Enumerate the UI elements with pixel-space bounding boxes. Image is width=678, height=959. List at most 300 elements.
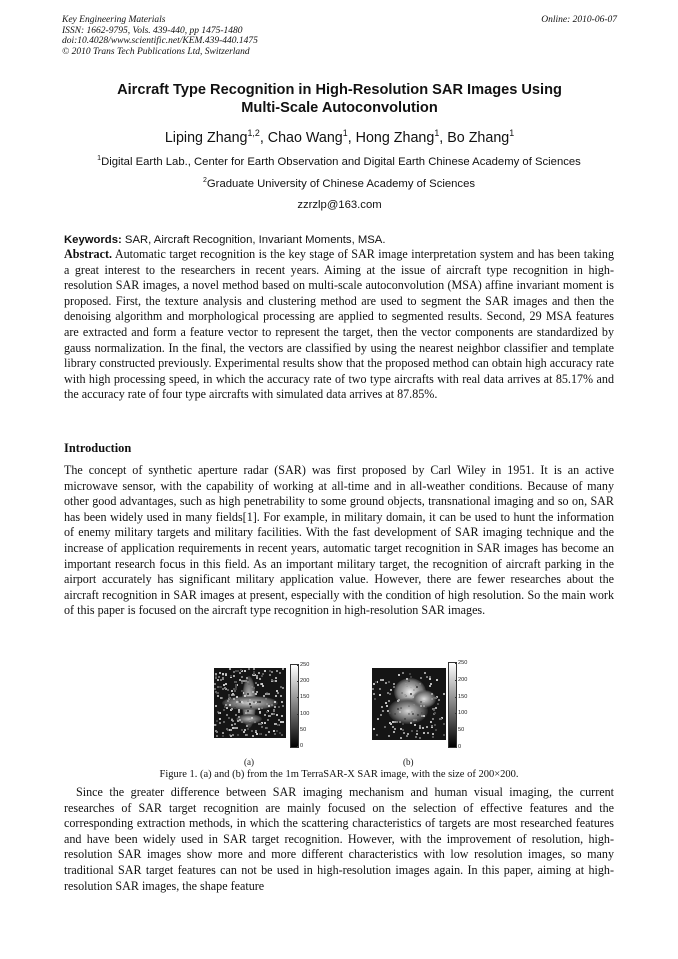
sar-speckle	[230, 729, 232, 731]
sar-speckle	[420, 677, 422, 679]
sar-speckle	[399, 721, 401, 723]
sar-speckle	[276, 714, 278, 716]
sar-speckle	[431, 725, 433, 727]
sar-speckle	[253, 673, 255, 675]
sar-speckle	[280, 695, 282, 697]
author-name: Chao Wang	[267, 130, 343, 146]
sar-speckle	[277, 724, 279, 726]
sar-speckle	[265, 734, 267, 736]
sar-speckle	[411, 730, 413, 732]
colorbar-tick: 250	[300, 662, 310, 668]
sar-speckle	[387, 710, 389, 712]
sar-speckle	[277, 692, 279, 694]
sar-speckle	[257, 684, 259, 686]
sar-speckle	[422, 727, 424, 729]
sar-speckle	[404, 694, 406, 696]
sar-speckle	[219, 718, 221, 720]
sar-speckle	[409, 673, 411, 675]
sar-speckle	[264, 714, 266, 716]
sar-speckle	[379, 694, 381, 696]
sar-speckle	[393, 731, 395, 733]
sar-speckle	[424, 672, 426, 674]
sar-speckle	[223, 709, 225, 711]
sar-speckle	[244, 692, 246, 694]
sar-speckle	[219, 672, 221, 674]
author-affiliation-mark: 1	[342, 128, 348, 139]
sar-speckle	[431, 698, 433, 700]
sar-speckle	[402, 729, 404, 731]
sar-speckle	[217, 692, 219, 694]
sar-speckle	[415, 719, 417, 721]
sar-speckle	[273, 710, 275, 712]
sar-speckle	[415, 736, 417, 738]
sar-speckle	[274, 706, 276, 708]
sar-speckle	[412, 696, 414, 698]
sar-speckle	[240, 669, 242, 671]
affiliation-text: Digital Earth Lab., Center for Earth Observation and Digital Earth Chinese Academy of Sciences	[101, 156, 581, 168]
sar-speckle	[385, 702, 387, 704]
sar-speckle	[223, 721, 225, 723]
sar-speckle	[394, 728, 396, 730]
sar-speckle	[249, 703, 251, 705]
sar-speckle	[408, 705, 410, 707]
sar-speckle	[238, 709, 240, 711]
sar-speckle	[231, 719, 233, 721]
sar-speckle	[413, 704, 415, 706]
sar-speckle	[258, 672, 260, 674]
affiliation-2	[40, 177, 638, 191]
sar-speckle	[275, 677, 277, 679]
sar-speckle	[426, 676, 428, 678]
sar-speckle	[247, 679, 249, 681]
sar-speckle	[423, 705, 425, 707]
sar-speckle	[398, 674, 400, 676]
sar-speckle	[247, 728, 249, 730]
sar-speckle	[222, 732, 224, 734]
sar-speckle	[430, 683, 432, 685]
sar-speckle	[432, 733, 434, 735]
sar-speckle	[255, 693, 257, 695]
sar-speckle	[226, 728, 228, 730]
sar-speckle	[227, 700, 229, 702]
sar-speckle	[279, 672, 281, 674]
sar-speckle	[379, 688, 381, 690]
sar-speckle	[408, 680, 410, 682]
sar-speckle	[410, 686, 412, 688]
sar-speckle	[256, 677, 258, 679]
sar-speckle	[439, 718, 441, 720]
sar-speckle	[220, 697, 222, 699]
sar-speckle	[390, 689, 392, 691]
sar-speckle	[220, 686, 222, 688]
sar-speckle	[278, 706, 280, 708]
sar-speckle	[443, 723, 445, 725]
sar-speckle	[231, 724, 233, 726]
sar-speckle	[410, 722, 412, 724]
sar-speckle	[384, 726, 386, 728]
sar-speckle	[402, 672, 404, 674]
keywords-text: SAR, Aircraft Recognition, Invariant Moments, MSA.	[121, 234, 386, 246]
sar-speckle	[226, 707, 228, 709]
colorbar-ticks-b	[458, 660, 482, 750]
sar-speckle	[239, 679, 241, 681]
sar-image-b	[372, 668, 446, 740]
sar-speckle	[241, 721, 243, 723]
sar-speckle	[281, 734, 283, 736]
sar-speckle	[232, 734, 234, 736]
sar-speckle	[381, 706, 383, 708]
sar-speckle	[268, 705, 270, 707]
sar-speckle	[246, 725, 248, 727]
sar-speckle	[393, 686, 395, 688]
sar-speckle	[443, 734, 445, 736]
sar-speckle	[414, 710, 416, 712]
sar-speckle	[388, 681, 390, 683]
sar-speckle	[215, 705, 217, 707]
sar-speckle	[239, 701, 241, 703]
sar-speckle	[237, 734, 239, 736]
sar-speckle	[282, 705, 284, 707]
sar-speckle	[429, 685, 431, 687]
sar-speckle	[373, 693, 375, 695]
sar-speckle	[248, 683, 250, 685]
online-date: Online: 2010-06-07	[541, 15, 617, 25]
sar-speckle	[397, 708, 399, 710]
journal-header	[62, 15, 617, 57]
sar-speckle	[217, 695, 219, 697]
sar-speckle	[239, 719, 241, 721]
sar-speckle	[256, 733, 258, 735]
sar-speckle	[282, 668, 284, 670]
colorbar-ticks-a	[300, 662, 324, 750]
sar-speckle	[263, 695, 265, 697]
sar-speckle	[271, 679, 273, 681]
sar-speckle	[251, 686, 253, 688]
sar-speckle	[261, 675, 263, 677]
sar-speckle	[262, 685, 264, 687]
sar-speckle	[389, 712, 391, 714]
sar-speckle	[408, 713, 410, 715]
sar-speckle	[267, 719, 269, 721]
title-line-1: Aircraft Type Recognition in High-Resolution SAR Images Using	[117, 82, 562, 98]
sar-speckle	[259, 701, 261, 703]
colorbar-tick: 50	[458, 727, 465, 733]
sar-speckle	[244, 670, 246, 672]
sar-speckle	[420, 705, 422, 707]
sar-speckle	[432, 718, 434, 720]
sar-speckle	[235, 704, 237, 706]
sar-speckle	[230, 675, 232, 677]
sar-speckle	[423, 732, 425, 734]
sar-speckle	[404, 718, 406, 720]
sar-speckle	[271, 713, 273, 715]
sar-speckle	[216, 720, 218, 722]
sar-speckle	[274, 723, 276, 725]
sar-speckle	[268, 693, 270, 695]
figure-sublabel-a: (a)	[244, 757, 254, 767]
abstract-text: Automatic target recognition is the key stage of SAR image interpretation system and has been taking a great interest to the researchers in recent years. Aiming at the issue of aircraft type recognition in high-resolution SAR images, a novel method based on multi-scale autoconvolution (MSA) affine invariant moment is proposed. First, the texture analysis and clustering method are used to segment the SAR images and then the denoising algorithm and morphological processing are applied to segmented results. Second, 29 MSA features are extracted and form a feature vector to represent the target, then the vector components are standardized by gauss normalization. In the final, the vectors are classified by using the nearest neighbor classifier and template library constructed previously. Experimental results show that the proposed method can obtain high accuracy rate with high processing speed, in which the accuracy rate of two type aircrafts with real data arrives at 85.17% and the accuracy rate of four type aircrafts with simulated data arrives at 87.85%.	[64, 247, 614, 402]
author-affiliation-mark: 1,2	[247, 128, 260, 139]
colorbar-tick: 100	[300, 711, 310, 717]
sar-speckle	[235, 686, 237, 688]
sar-speckle	[281, 701, 283, 703]
sar-speckle	[261, 707, 263, 709]
copyright-line: © 2010 Trans Tech Publications Ltd, Switzerland	[62, 46, 250, 57]
colorbar-tick: 50	[300, 727, 307, 733]
sar-speckle	[416, 730, 418, 732]
sar-speckle	[423, 700, 425, 702]
sar-speckle	[275, 695, 277, 697]
sar-speckle	[238, 711, 240, 713]
sar-speckle	[260, 723, 262, 725]
sar-speckle	[416, 733, 418, 735]
author-affiliation-mark: 1	[509, 128, 515, 139]
sar-speckle	[396, 721, 398, 723]
sar-speckle	[377, 718, 379, 720]
sar-speckle	[372, 688, 374, 690]
sar-speckle	[413, 719, 415, 721]
colorbar-tick: 100	[458, 710, 468, 716]
sar-speckle	[400, 728, 402, 730]
sar-speckle	[264, 722, 266, 724]
sar-speckle	[214, 724, 216, 726]
sar-speckle	[236, 701, 238, 703]
sar-speckle	[219, 722, 221, 724]
sar-speckle	[393, 683, 395, 685]
sar-speckle	[233, 671, 235, 673]
colorbar-tick: 200	[300, 678, 310, 684]
sar-speckle	[410, 676, 412, 678]
sar-speckle	[387, 692, 389, 694]
sar-speckle	[234, 690, 236, 692]
sar-speckle	[259, 711, 261, 713]
sar-speckle	[410, 693, 412, 695]
sar-speckle	[414, 724, 416, 726]
sar-speckle	[406, 735, 408, 737]
sar-speckle	[222, 673, 224, 675]
sar-speckle	[268, 715, 270, 717]
sar-speckle	[246, 677, 248, 679]
affiliation-mark: 1	[97, 155, 102, 163]
sar-speckle	[402, 723, 404, 725]
sar-speckle	[215, 691, 217, 693]
figure-sublabel-b: (b)	[403, 757, 414, 767]
sar-speckle	[227, 689, 229, 691]
sar-speckle	[419, 737, 421, 739]
sar-speckle	[241, 690, 243, 692]
sar-speckle	[250, 706, 252, 708]
sar-speckle	[400, 737, 402, 739]
sar-speckle	[274, 733, 276, 735]
keywords	[64, 233, 617, 247]
sar-speckle	[406, 685, 408, 687]
intro-paragraph-2: Since the greater difference between SAR imaging mechanism and human visual imaging, the current researches of SAR target recognition are mainly focused on the selection of effective features and the corresponding extraction methods, in which the scattering characteristics of targets are most researched features and have been widely used in SAR target recognition. However, with the improvement of resolution, high-resolution SAR images show more and more different characteristics with low resolution images, so many traditional SAR target features can not be used in high-resolution images again. In this paper, aiming at high-resolution SAR images, the shape feature	[64, 785, 614, 893]
sar-speckle	[251, 717, 253, 719]
colorbar-tick: 150	[300, 694, 310, 700]
sar-speckle	[419, 683, 421, 685]
sar-speckle	[235, 714, 237, 716]
sar-speckle	[218, 712, 220, 714]
sar-speckle	[389, 722, 391, 724]
sar-speckle	[259, 678, 261, 680]
sar-speckle	[249, 720, 251, 722]
sar-speckle	[400, 707, 402, 709]
journal-name: Key Engineering Materials	[62, 15, 166, 25]
sar-speckle	[419, 727, 421, 729]
sar-speckle	[394, 713, 396, 715]
sar-speckle	[244, 695, 246, 697]
abstract	[64, 247, 614, 403]
sar-speckle	[268, 731, 270, 733]
author-name: Hong Zhang	[355, 130, 435, 146]
sar-speckle	[432, 736, 434, 738]
sar-speckle	[218, 676, 220, 678]
sar-speckle	[224, 706, 226, 708]
sar-speckle	[233, 698, 235, 700]
sar-speckle	[436, 679, 438, 681]
sar-speckle	[229, 697, 231, 699]
sar-speckle	[236, 696, 238, 698]
sar-speckle	[374, 698, 376, 700]
sar-speckle	[229, 704, 231, 706]
author-name: Liping Zhang	[164, 130, 248, 146]
sar-speckle	[245, 734, 247, 736]
sar-speckle	[247, 710, 249, 712]
sar-speckle	[259, 733, 261, 735]
sar-speckle	[429, 678, 431, 680]
sar-speckle	[247, 693, 249, 695]
colorbar-tick: 0	[458, 744, 462, 750]
sar-speckle	[215, 730, 217, 732]
sar-speckle	[269, 674, 271, 676]
affiliation-1	[40, 155, 638, 169]
sar-speckle	[432, 708, 434, 710]
sar-speckle	[235, 684, 237, 686]
sar-speckle	[257, 701, 259, 703]
sar-speckle	[434, 724, 436, 726]
sar-speckle	[228, 717, 230, 719]
sar-speckle	[231, 708, 233, 710]
sar-speckle	[389, 693, 391, 695]
affiliation-text: Graduate University of Chinese Academy of Sciences	[206, 178, 476, 190]
sar-speckle	[256, 703, 258, 705]
sar-speckle	[382, 710, 384, 712]
sar-speckle	[248, 668, 250, 670]
colorbar-tick: 0	[300, 743, 304, 749]
colorbar-tick: 150	[458, 694, 468, 700]
sar-speckle	[253, 687, 255, 689]
sar-speckle	[214, 688, 216, 690]
section-heading-introduction: Introduction	[64, 441, 132, 455]
sar-speckle	[243, 731, 245, 733]
sar-speckle	[244, 729, 246, 731]
sar-speckle	[215, 675, 217, 677]
sar-speckle	[265, 698, 267, 700]
sar-speckle	[241, 701, 243, 703]
sar-speckle	[417, 714, 419, 716]
sar-speckle	[385, 682, 387, 684]
sar-speckle	[399, 711, 401, 713]
sar-speckle	[386, 705, 388, 707]
sar-speckle	[225, 683, 227, 685]
sar-speckle	[253, 701, 255, 703]
sar-speckle	[239, 672, 241, 674]
author-affiliation-mark: 1	[434, 128, 440, 139]
colorbar-tick: 250	[458, 660, 468, 666]
sar-speckle	[394, 721, 396, 723]
sar-speckle	[380, 714, 382, 716]
sar-speckle	[222, 735, 224, 737]
sar-speckle	[373, 728, 375, 730]
author-email: zzrzlp@163.com	[297, 199, 382, 211]
sar-speckle	[282, 721, 284, 723]
sar-speckle	[401, 692, 403, 694]
sar-speckle	[423, 715, 425, 717]
sar-speckle	[275, 680, 277, 682]
sar-speckle	[431, 693, 433, 695]
keywords-label: Keywords:	[64, 234, 122, 246]
paper-title	[62, 81, 617, 117]
sar-speckle	[421, 712, 423, 714]
sar-speckle	[232, 693, 234, 695]
sar-speckle	[245, 712, 247, 714]
sar-speckle	[435, 707, 437, 709]
sar-speckle	[273, 730, 275, 732]
sar-speckle	[258, 708, 260, 710]
author-name: Bo Zhang	[447, 130, 510, 146]
sar-speckle	[234, 707, 236, 709]
sar-speckle	[214, 683, 216, 685]
sar-speckle	[231, 690, 233, 692]
sar-speckle	[435, 729, 437, 731]
sar-speckle	[433, 697, 435, 699]
sar-speckle	[249, 699, 251, 701]
sar-speckle	[266, 711, 268, 713]
doi-line: doi:10.4028/www.scientific.net/KEM.439-440.1475	[62, 36, 258, 47]
sar-speckle	[235, 681, 237, 683]
sar-speckle	[217, 679, 219, 681]
sar-speckle	[217, 686, 219, 688]
sar-speckle	[273, 680, 275, 682]
colorbar-tick: 200	[458, 677, 468, 683]
sar-speckle	[281, 715, 283, 717]
figure-caption: Figure 1. (a) and (b) from the 1m TerraSAR-X SAR image, with the size of 200×200.	[159, 769, 519, 780]
sar-speckle	[273, 713, 275, 715]
sar-speckle	[228, 694, 230, 696]
sar-speckle	[388, 735, 390, 737]
sar-speckle	[216, 735, 218, 737]
sar-speckle	[413, 689, 415, 691]
sar-speckle	[226, 714, 228, 716]
sar-speckle	[232, 727, 234, 729]
sar-speckle	[264, 670, 266, 672]
sar-speckle	[397, 700, 399, 702]
sar-speckle	[276, 730, 278, 732]
sar-speckle	[405, 683, 407, 685]
intro-paragraph-1: The concept of synthetic aperture radar (SAR) was first proposed by Carl Wiley in 1951. It is an active microwave sensor, with the capability of working at all-time and in all-weather conditions. Because of many other good advantages, such as high penetrability to some ground objects, transnational imaging and so on, SAR has been widely used in many fields[1]. For example, in military domain, it can be used to hunt the information of enemy military targets and military facilities. With the fast development of SAR imaging technique and the increase of application requirements in recent years, automatic target recognition in SAR images has become an important research focus in this field. As an important military target, the recognition of aircraft parking in the airport accurately has significant military application value. However, there are fewer researches about the aircraft recognition in SAR images at present, especially with the condition of high resolution. So the main work of this paper is focused on the aircraft type recognition in high-resolution SAR images.	[64, 463, 614, 618]
sar-speckle	[437, 703, 439, 705]
sar-speckle	[269, 670, 271, 672]
sar-speckle	[233, 675, 235, 677]
sar-speckle	[252, 735, 254, 737]
sar-speckle	[241, 682, 243, 684]
sar-speckle	[236, 727, 238, 729]
affiliation-mark: 2	[202, 177, 207, 185]
sar-speckle	[434, 712, 436, 714]
sar-speckle	[224, 687, 226, 689]
sar-speckle	[234, 723, 236, 725]
author-list: Liping Zhang$^{1,2}$, Chao Wang$^1$, Hong Zhang$^1$, Bo Zhang$^1$	[164, 128, 515, 146]
